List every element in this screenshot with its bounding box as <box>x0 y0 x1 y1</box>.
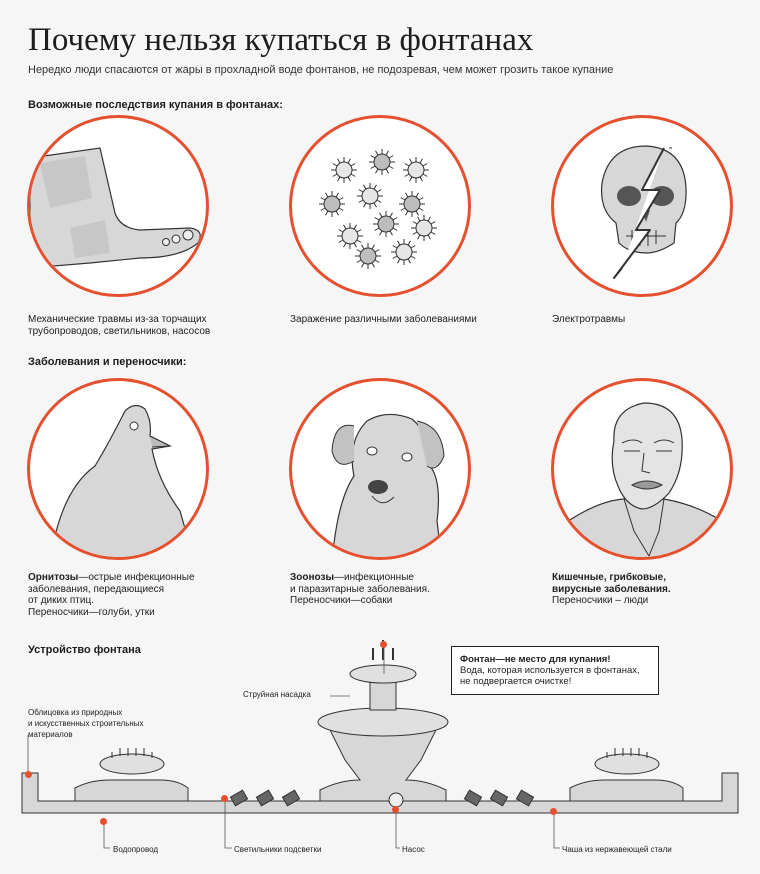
germs-icon <box>292 118 471 297</box>
foot-injury-illustration <box>27 115 209 297</box>
germ-icon <box>357 183 383 209</box>
caption-line: Переносчики—голуби, утки <box>28 606 155 618</box>
label-line: материалов <box>28 730 73 739</box>
marker-cladding <box>25 771 32 778</box>
pigeon-illustration <box>27 378 209 560</box>
marker-pump <box>392 806 399 813</box>
disease-caption-3 <box>552 572 732 607</box>
diseases-heading: Заболевания и переносчики: <box>28 356 187 368</box>
caption-line: трубопроводов, светильников, насосов <box>28 325 211 337</box>
germ-icon <box>355 243 381 269</box>
foot-icon <box>30 118 209 297</box>
pump-label: Насос <box>402 845 425 854</box>
page-title: Почему нельзя купаться в фонтанах <box>28 22 534 58</box>
dog-illustration <box>289 378 471 560</box>
dog-icon <box>292 381 471 560</box>
cladding-label <box>28 707 144 740</box>
warning-text: не подвергается очистке! <box>460 676 572 687</box>
caption-line: Механические травмы из-за торчащих <box>28 314 207 325</box>
nozzle-label: Струйная насадка <box>243 690 311 699</box>
label-line: Облицовка из природных <box>28 708 123 717</box>
man-illustration <box>551 378 733 560</box>
caption-line: —инфекционные <box>334 572 414 583</box>
warning-note <box>451 646 659 695</box>
bowl-label: Чаша из нержавеющей стали <box>562 845 672 854</box>
marker-pipe <box>100 818 107 825</box>
consequence-caption-2: Заражение различными заболеваниями <box>290 314 477 325</box>
marker-nozzle <box>380 641 387 648</box>
disease-name: вирусные заболевания. <box>552 583 671 595</box>
germ-icon <box>319 191 345 217</box>
caption-line: заболевания, передающиеся <box>28 583 165 595</box>
warning-title: Фонтан—не место для купания! <box>460 654 611 665</box>
page-subtitle: Нередко люди спасаются от жары в прохладной воде фонтанов, не подозревая, чем может грозить такое купание <box>28 64 614 76</box>
warning-text: Вода, которая используется в фонтанах, <box>460 665 640 676</box>
disease-name: Зоонозы <box>290 572 335 583</box>
man-icon <box>554 381 733 560</box>
caption-line: Переносчики – люди <box>552 595 649 606</box>
germ-icon <box>337 223 363 249</box>
caption-line: от диких птиц. <box>28 595 94 606</box>
skull-illustration <box>551 115 733 297</box>
disease-name: Орнитозы <box>28 572 79 583</box>
germ-icon <box>399 191 425 217</box>
marker-bowl <box>550 808 557 815</box>
pipe-label: Водопровод <box>113 845 159 854</box>
germ-icon <box>373 211 399 237</box>
consequence-caption-3: Электротравмы <box>552 314 626 325</box>
germ-icon <box>411 215 437 241</box>
label-line: и искусственных строительных <box>28 719 144 728</box>
germ-icon <box>369 149 395 175</box>
disease-caption-2 <box>290 572 490 607</box>
disease-caption-1 <box>28 572 228 618</box>
germs-illustration <box>289 115 471 297</box>
skull-icon <box>554 118 733 297</box>
consequence-caption-1 <box>28 314 228 337</box>
caption-line: —острые инфекционные <box>78 572 195 583</box>
structure-heading: Устройство фонтана <box>28 644 141 656</box>
germ-icon <box>403 157 429 183</box>
marker-lights <box>221 795 228 802</box>
germ-icon <box>331 157 357 183</box>
consequences-heading: Возможные последствия купания в фонтанах: <box>28 99 283 111</box>
disease-name: Кишечные, грибковые, <box>552 572 667 583</box>
caption-line: и паразитарные заболевания. <box>290 583 430 595</box>
germ-icon <box>391 239 417 265</box>
lights-label: Светильники подсветки <box>234 845 322 854</box>
pigeon-icon <box>30 381 209 560</box>
caption-line: Переносчики—собаки <box>290 595 393 606</box>
